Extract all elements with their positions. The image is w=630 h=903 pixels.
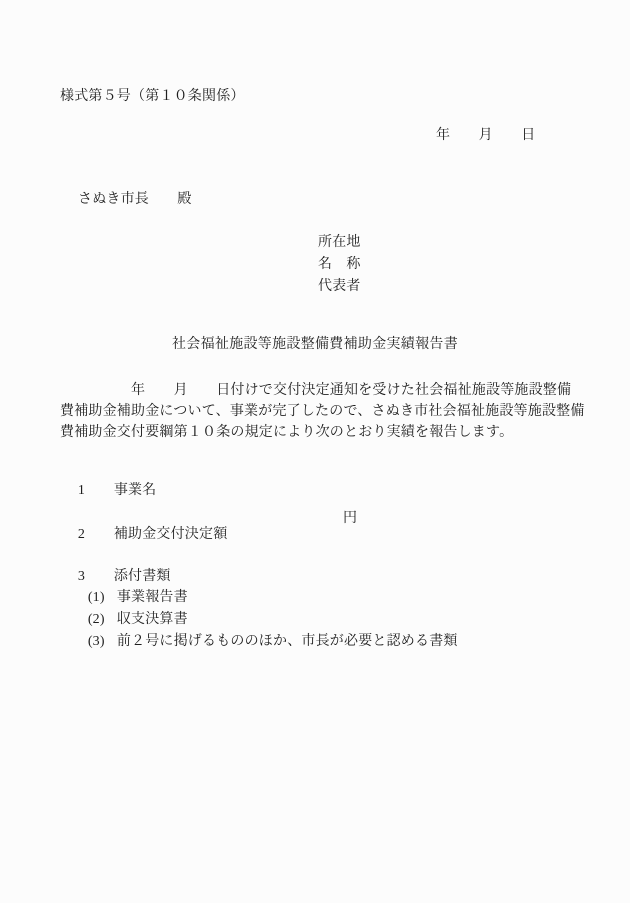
- item-3-label: 添付書類: [113, 569, 171, 584]
- body-paragraph-line-1: 年 月 日付けで交付決定通知を受けた社会福祉施設等施設整備: [60, 383, 572, 398]
- form-number: 様式第５号（第１０条関係）: [60, 89, 245, 104]
- body-paragraph-line-2: 費補助金補助金について、事業が完了したので、さぬき市社会福祉施設等施設整備: [60, 404, 585, 419]
- item-2-unit-yen: 円: [343, 511, 358, 526]
- date-line: 年 月 日: [436, 128, 536, 143]
- item-2-label: 補助金交付決定額: [113, 527, 228, 542]
- applicant-representative-label: 代表者: [318, 279, 361, 294]
- applicant-location-label: 所在地: [318, 235, 361, 250]
- item-1-number: 1: [77, 483, 86, 498]
- item-2-number: 2: [77, 527, 86, 542]
- item-3-sub-2-number: (2): [87, 612, 105, 627]
- item-3-sub-3-number: (3): [87, 634, 105, 649]
- item-3-sub-3: [73, 618, 458, 666]
- item-3-sub-3-label: 前２号に掲げるもののほか、市長が必要と認める書類: [116, 634, 458, 649]
- addressee: さぬき市長 殿: [78, 192, 192, 207]
- document-title: 社会福祉施設等施設整備費補助金実績報告書: [172, 337, 458, 352]
- body-paragraph-line-3: 費補助金交付要綱第１０条の規定により次のとおり実績を報告します。: [60, 425, 514, 440]
- item-2: [63, 511, 227, 559]
- item-3-sub-2-label: 収支決算書: [116, 612, 188, 627]
- item-3-number: 3: [77, 569, 86, 584]
- applicant-name-label: 名 称: [318, 257, 361, 272]
- item-1-label: 事業名: [113, 483, 157, 498]
- item-3-sub-1-number: (1): [87, 590, 105, 605]
- item-3-sub-1-label: 事業報告書: [116, 590, 188, 605]
- item-1: [63, 467, 156, 515]
